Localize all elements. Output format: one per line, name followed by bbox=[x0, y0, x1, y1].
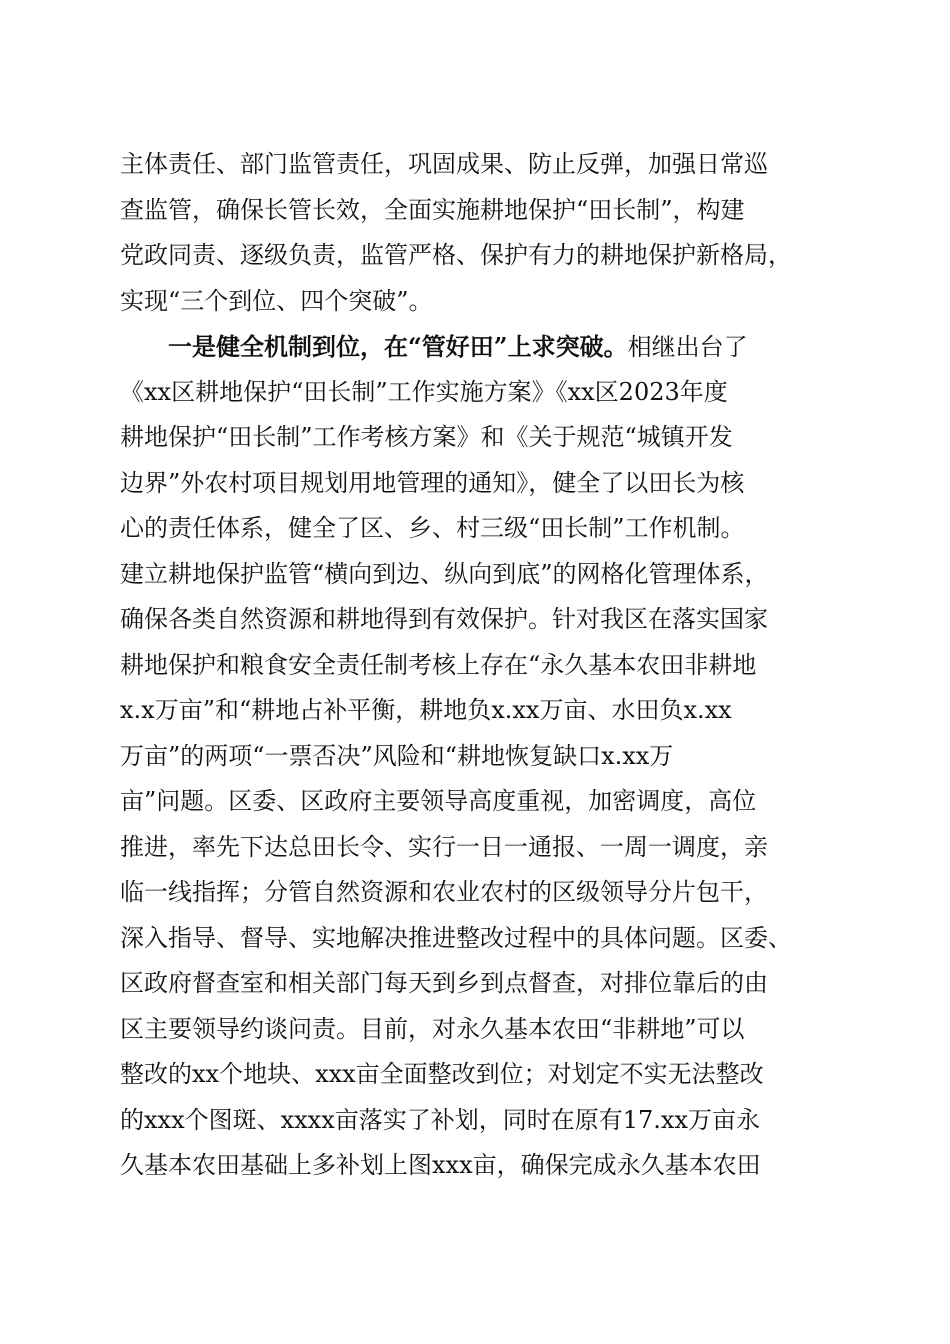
text-line: 整改的xx个地块、xxx亩全面整改到位；对划定不实无法整改 bbox=[120, 1060, 764, 1088]
text-line: 深入指导、督导、实地解决推进整改过程中的具体问题。区委、 bbox=[120, 923, 792, 952]
text-line: 主体责任、部门监管责任，巩固成果、防止反弹，加强日常巡 bbox=[120, 150, 768, 178]
text-line: 推进，率先下达总田长令、实行一日一通报、一周一调度，亲 bbox=[120, 832, 768, 861]
text-line: 的xxx个图斑、xxxx亩落实了补划，同时在原有17.xx万亩永 bbox=[120, 1105, 760, 1134]
text-line: 查监管，确保长管长效，全面实施耕地保护“田长制”，构建 bbox=[120, 195, 745, 224]
text-line: 确保各类自然资源和耕地得到有效保护。针对我区在落实国家 bbox=[120, 605, 768, 633]
text-line: 久基本农田基础上多补划上图xxx亩，确保完成永久基本农田 bbox=[120, 1151, 761, 1179]
text-line: 耕地保护和粮食安全责任制考核上存在“永久基本农田非耕地 bbox=[120, 650, 757, 679]
text-line: x.x万亩”和“耕地占补平衡，耕地负x.xx万亩、水田负x.xx bbox=[120, 696, 732, 724]
text-line: 亩”问题。区委、区政府主要领导高度重视，加密调度，高位 bbox=[120, 787, 757, 815]
text-line: 区主要领导约谈问责。目前，对永久基本农田“非耕地”可以 bbox=[120, 1014, 745, 1043]
text-line: 万亩”的两项“一票否决”风险和“耕地恢复缺口x.xx万 bbox=[120, 741, 674, 770]
text-line: 临一线指挥；分管自然资源和农业农村的区级领导分片包干， bbox=[120, 878, 768, 906]
text-line: 边界”外农村项目规划用地管理的通知》，健全了以田长为核 bbox=[120, 468, 745, 497]
text-line: 区政府督查室和相关部门每天到乡到点督查，对排位靠后的由 bbox=[120, 969, 768, 997]
heading-line-rest: 相继出台了 bbox=[627, 333, 748, 361]
text-line: 心的责任体系，健全了区、乡、村三级“田长制”工作机制。 bbox=[120, 514, 745, 542]
text-line: 党政同责、逐级负责，监管严格、保护有力的耕地保护新格局， bbox=[120, 241, 792, 269]
text-line: 实现“三个到位、四个突破”。 bbox=[120, 286, 433, 315]
text-line: 建立耕地保护监管“横向到边、纵向到底”的网格化管理体系， bbox=[120, 559, 769, 588]
paragraph-heading-line bbox=[120, 324, 840, 370]
paragraph-heading: 一是健全机制到位，在“管好田”上求突破。 bbox=[168, 332, 628, 361]
text-line: 《xx区耕地保护“田长制”工作实施方案》《xx区2023年度 bbox=[120, 377, 728, 406]
text-line: 耕地保护“田长制”工作考核方案》和《关于规范“城镇开发 bbox=[120, 423, 733, 451]
body-text bbox=[120, 142, 840, 1189]
